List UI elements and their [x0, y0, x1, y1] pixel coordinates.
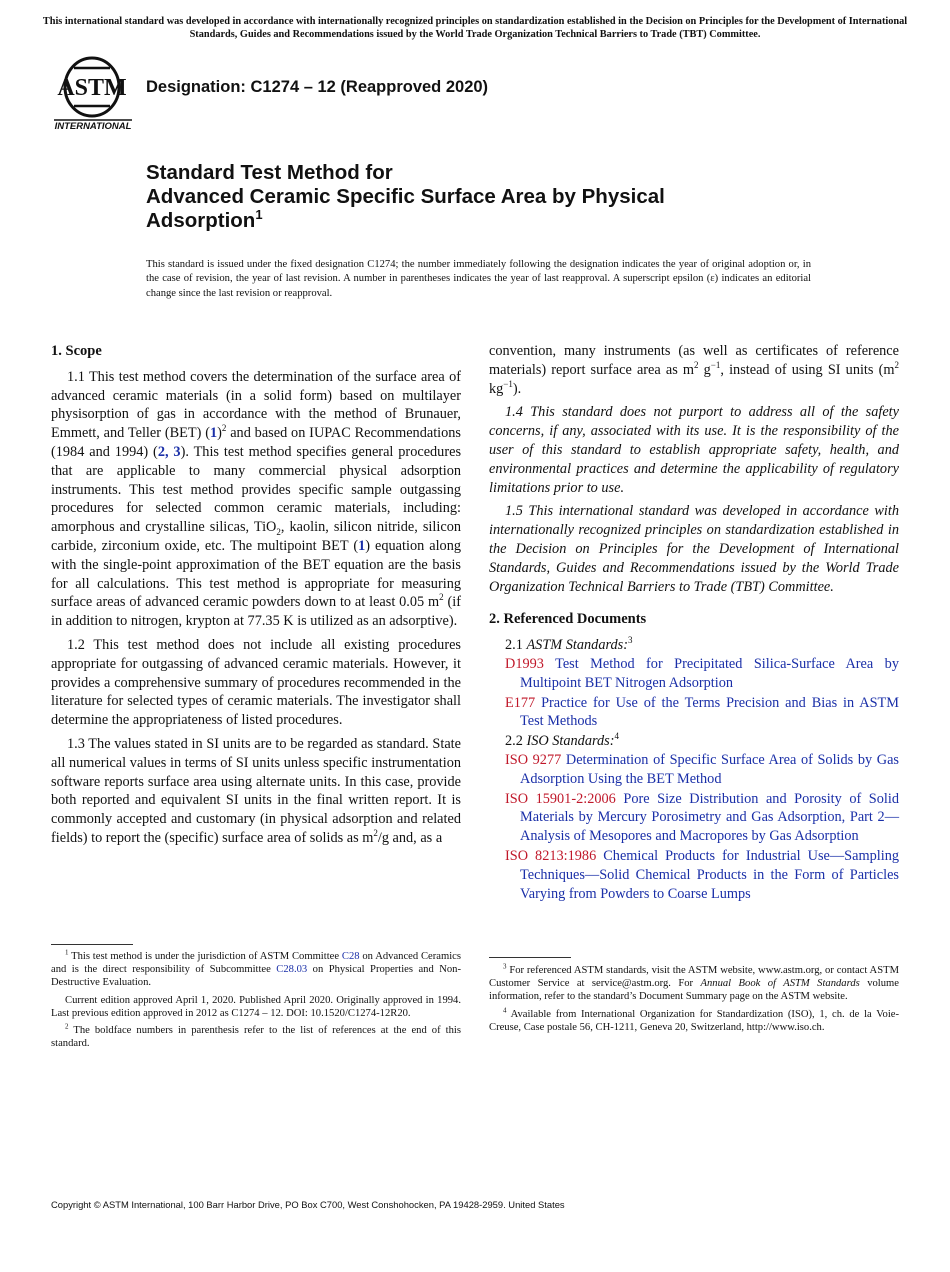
title-line-3 [146, 209, 846, 233]
left-column [51, 342, 461, 853]
title-line-3-text: Adsorption [146, 209, 256, 232]
scope-1-3-continued: convention, many instruments (as well as certificates of reference materials) report surface area as $m^2$ $g^{-1}$, instead of using SI units ($m^2$ $kg^{-1}$). [489, 343, 899, 397]
astm-standards-heading: 2.1 ASTM Standards:$^3$ [505, 635, 633, 654]
logo-subtext: INTERNATIONAL [54, 121, 132, 132]
iso-standards-heading: 2.2 ISO Standards:$^4$ [505, 731, 619, 750]
link-c28-03[interactable]: C28.03 [276, 964, 308, 976]
title-line-1: Standard Test Method for [146, 161, 393, 184]
scope-1-3: 1.3 The values stated in SI units are to be regarded as standard. State all numerical values in terms of SI units unless specific instrumentation software reports surface area using alternate units. In this case, provide both reported and equivalent SI units in the final written report. It is commonly accepted and customary (in physical adsorption and related fields) to report the (specific) surface area of solids as $m^2/g$ and, as a [51, 735, 461, 846]
document-title [146, 161, 846, 233]
title-footnote-mark[interactable]: 1 [255, 207, 263, 223]
astm-ref-e177[interactable]: E177 Practice for Use of the Terms Precision and Bias in ASTM Test Methods [505, 694, 899, 730]
iso-standards-list [489, 751, 899, 903]
footnote-4: $^4$ Available from International Organization for Standardization (ISO), 1, ch. de la Voie-Creuse, Case postale 56, CH-1211, Geneva 20, Switzerland, http://www.iso.ch. [489, 1006, 899, 1033]
footnote-rule-right [489, 957, 571, 958]
scope-heading: 1. Scope [51, 343, 102, 359]
issued-note: This standard is issued under the fixed designation C1274; the number immediately following the designation indicates the year of original adoption or, in the case of revision, the year of last revision. A number in parentheses indicates the year of last reapproval. A superscript epsilon (ε) indicates an editorial change since the last revision or reapproval. [146, 259, 811, 299]
ref-link-1[interactable]: 1 [209, 425, 218, 442]
astm-standards-list [489, 655, 899, 731]
ref-link-2-3[interactable]: 2, 3 [157, 443, 181, 460]
top-notice: This international standard was developed in accordance with internationally recognized principles on standardization established in the Decision on Principles for the Development of International Standards, Guides and Recommendations issued by the World Trade Organization Technical Barriers to Trade (TBT) Committee. [42, 16, 908, 40]
designation: Designation: C1274 – 12 (Reapproved 2020) [146, 78, 489, 96]
footnote-1: $^1$ This test method is under the jurisdiction of ASTM Committee C28 on Advanced Ceramics and is the direct responsibility of Subcommittee C28.03 on Physical Properties and Non-Destructive Evaluation. [51, 948, 461, 989]
scope-1-4: 1.4 This standard does not purport to address all of the safety concerns, if any, associated with its use. It is the responsibility of the user of this standard to establish appropriate safety, health, and environmental practices and determine the applicability of regulatory limitations prior to use. [489, 404, 899, 496]
scope-1-2: 1.2 This test method does not include all existing procedures appropriate for outgassing of advanced ceramic materials. However, it provides a comprehensive summary of procedures recommended in the literature for selected types of ceramic materials. The investigator shall determine the appropriateness of listed procedures. [51, 636, 461, 729]
right-column [489, 342, 899, 904]
edition-note: Current edition approved April 1, 2020. Published April 2020. Originally approved in 1994. Last previous edition approved in 2012 as C1274 – 12. DOI: 10.1520/C1274-12R20. [51, 994, 461, 1019]
scope-1-5: 1.5 This international standard was developed in accordance with internationally recognized principles on standardization established in the Decision on Principles for the Development of International Standards, Guides and Recommendations issued by the World Trade Organization Technical Barriers to Trade (TBT) Committee. [489, 503, 899, 595]
footnote-3: $^3$ For referenced ASTM standards, visit the ASTM website, www.astm.org, or contact ASTM Customer Service at service@astm.org. For Annual Book of ASTM Standards volume information, refer to the standard’s Document Summary page on the ASTM website. [489, 962, 899, 1003]
link-c28[interactable]: C28 [341, 951, 360, 962]
footnote-rule-left [51, 944, 133, 945]
scope-1-1: 1.1 This test method covers the determination of the surface area of advanced ceramic materials (in a solid form) based on multilayer physisorption of gas in accordance with the method of Brunauer, Emmett, and Teller (BET) $(1)^2$ and based on IUPAC Recommendations (1984 and 1994) (2, 3). This test method specifies general procedures that are applicable to many commercial physical adsorption instruments. This test method provides specific sample outgassing procedures for selected common ceramic materials, including: amorphous and crystalline silicas, TiO$_2$, kaolin, silicon nitride, silicon carbide, zirconium oxide, etc. The multipoint BET (1) equation along with the single-point approximation of the BET equation are the basis for all calculations. This test method is appropriate for measuring surface areas of advanced ceramic powders down to at least 0.05 $m^2$ (if in addition to nitrogen, krypton at 77.35 K is utilized as an adsorptive). [51, 368, 462, 630]
footnote-mark-2[interactable]: 2 [221, 423, 227, 434]
footnotes-left [51, 950, 461, 1054]
astm-logo [52, 56, 136, 134]
footnotes-right [489, 964, 899, 1038]
iso-ref-8213[interactable]: ISO 8213:1986 Chemical Products for Industrial Use—Sampling Techniques—Solid Chemical Products in the Form of Particles Varying from Powders to Coarse Lumps [505, 847, 899, 902]
footnote-2: $^2$ The boldface numbers in parenthesis refer to the list of references at the end of this standard. [51, 1022, 461, 1050]
iso-ref-15901[interactable]: ISO 15901-2:2006 Pore Size Distribution and Porosity of Solid Materials by Mercury Porosimetry and Gas Adsorption, Part 2—Analysis of Mesopores and Macropores by Gas Adsorption [505, 790, 900, 845]
logo-text: ASTM [57, 75, 127, 101]
astm-logo-mark [52, 56, 136, 134]
iso-ref-9277[interactable]: ISO 9277 Determination of Specific Surface Area of Solids by Gas Adsorption Using the BET Method [505, 751, 899, 787]
title-line-2: Advanced Ceramic Specific Surface Area by Physical [146, 185, 665, 208]
referenced-heading: 2. Referenced Documents [489, 611, 647, 628]
astm-ref-d1993[interactable]: D1993 Test Method for Precipitated Silica-Surface Area by Multipoint BET Nitrogen Adsorption [505, 655, 899, 691]
copyright: Copyright © ASTM International, 100 Barr Harbor Drive, PO Box C700, West Conshohocken, PA 19428-2959. United States [51, 1199, 565, 1210]
ref-link-1b[interactable]: 1 [358, 537, 366, 554]
